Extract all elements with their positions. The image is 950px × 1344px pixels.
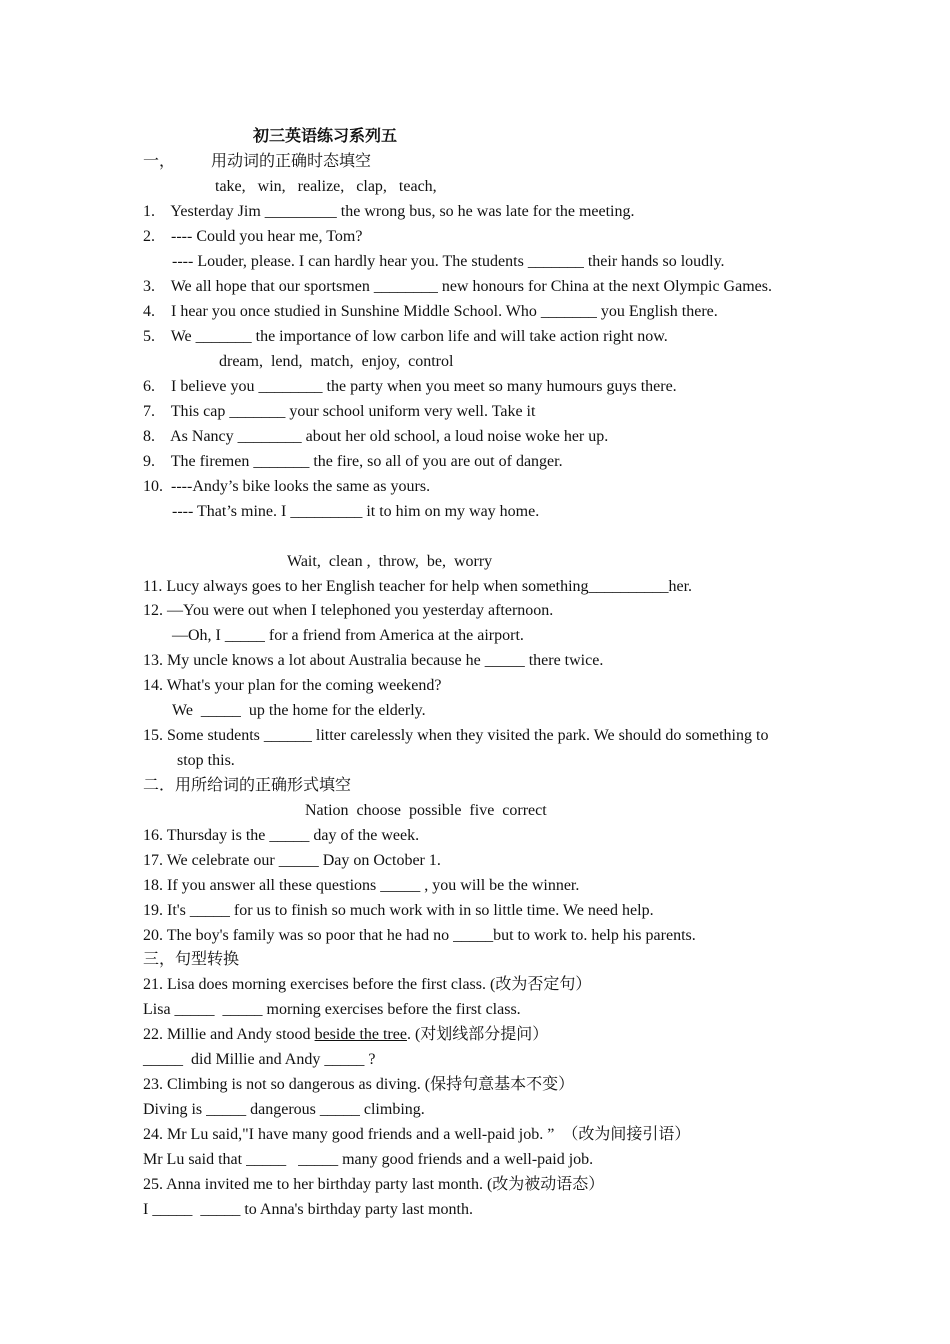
- answer-21: Lisa _____ _____ morning exercises before the first class.: [143, 1001, 521, 1018]
- answer-25: I _____ _____ to Anna's birthday party last month.: [143, 1201, 473, 1218]
- question-15: 15. Some students ______ litter carelessly when they visited the park. We should do something to: [143, 727, 769, 744]
- question-19: 19. It's _____ for us to finish so much work with in so little time. We need help.: [143, 902, 654, 919]
- word-bank-3: Wait, clean , throw, be, worry: [287, 553, 493, 570]
- question-22-underlined-phrase: beside the tree: [314, 1026, 407, 1043]
- question-9: 9. The firemen _______ the fire, so all of you are out of danger.: [143, 453, 563, 470]
- question-25: 25. Anna invited me to her birthday party last month. (改为被动语态）: [143, 1176, 605, 1193]
- section-1-heading: 用动词的正确时态填空: [211, 153, 372, 170]
- question-10-reply: ---- That’s mine. I _________ it to him on my way home.: [172, 503, 540, 520]
- question-13: 13. My uncle knows a lot about Australia because he _____ there twice.: [143, 652, 604, 669]
- word-bank-2: dream, lend, match, enjoy, control: [219, 353, 454, 370]
- question-24: 24. Mr Lu said,"I have many good friends and a well-paid job. ” （改为间接引语）: [143, 1126, 691, 1143]
- question-22-start: 22. Millie and Andy stood: [143, 1026, 315, 1043]
- answer-23: Diving is _____ dangerous _____ climbing.: [143, 1101, 425, 1118]
- question-17: 17. We celebrate our _____ Day on October 1.: [143, 852, 441, 869]
- question-20: 20. The boy's family was so poor that he had no _____but to work to. help his parents.: [143, 927, 696, 944]
- word-bank-1: take, win, realize, clap, teach,: [215, 178, 437, 195]
- section-2-heading: 二．用所给词的正确形式填空: [143, 777, 352, 794]
- answer-22: _____ did Millie and Andy _____ ?: [143, 1051, 376, 1068]
- question-2-reply: ---- Louder, please. I can hardly hear you. The students _______ their hands so loudly.: [172, 253, 725, 270]
- question-5: 5. We _______ the importance of low carbon life and will take action right now.: [143, 328, 668, 345]
- question-3: 3. We all hope that our sportsmen ________ new honours for China at the next Olympic Games.: [143, 278, 772, 295]
- question-18: 18. If you answer all these questions _____ , you will be the winner.: [143, 877, 580, 894]
- section-1-number: 一，: [143, 153, 176, 170]
- question-16: 16. Thursday is the _____ day of the week.: [143, 827, 420, 844]
- question-22: [143, 1025, 548, 1045]
- question-23: 23. Climbing is not so dangerous as diving. (保持句意基本不变）: [143, 1076, 575, 1093]
- word-bank-4: Nation choose possible five correct: [305, 802, 547, 819]
- question-10: 10. ----Andy’s bike looks the same as yours.: [143, 478, 431, 495]
- question-12: 12. —You were out when I telephoned you yesterday afternoon.: [143, 602, 554, 619]
- question-14: 14. What's your plan for the coming weekend?: [143, 677, 442, 694]
- page-title: 初三英语练习系列五: [253, 128, 398, 145]
- question-22-end: . (对划线部分提问）: [406, 1026, 549, 1043]
- question-8: 8. As Nancy ________ about her old school, a loud noise woke her up.: [143, 428, 609, 445]
- question-4: 4. I hear you once studied in Sunshine Middle School. Who _______ you English there.: [143, 303, 718, 320]
- question-21: 21. Lisa does morning exercises before the first class. (改为否定句）: [143, 976, 592, 993]
- question-7: 7. This cap _______ your school uniform very well. Take it: [143, 403, 536, 420]
- question-6: 6. I believe you ________ the party when you meet so many humours guys there.: [143, 378, 677, 395]
- question-14-reply: We _____ up the home for the elderly.: [172, 702, 426, 719]
- answer-24: Mr Lu said that _____ _____ many good friends and a well-paid job.: [143, 1151, 594, 1168]
- question-1: 1. Yesterday Jim _________ the wrong bus, so he was late for the meeting.: [143, 203, 635, 220]
- section-3-heading: 三，句型转换: [143, 951, 240, 968]
- question-15-continued: stop this.: [177, 752, 235, 769]
- question-2: 2. ---- Could you hear me, Tom?: [143, 228, 363, 245]
- question-12-reply: —Oh, I _____ for a friend from America at the airport.: [172, 627, 524, 644]
- question-11: 11. Lucy always goes to her English teacher for help when something__________her.: [143, 578, 693, 595]
